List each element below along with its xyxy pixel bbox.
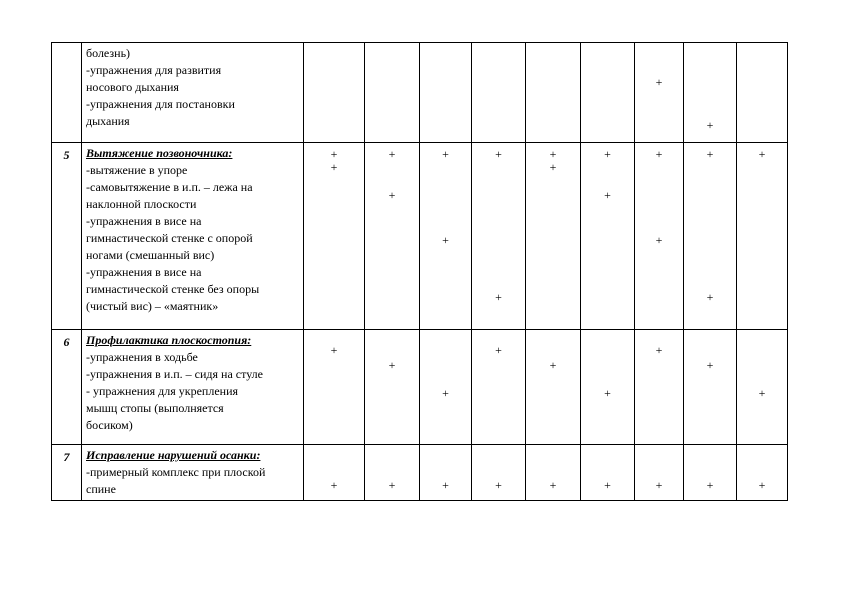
plus-mark: + (706, 147, 714, 161)
row-number: 7 (52, 445, 82, 501)
plus-mark: + (330, 478, 338, 492)
mark-cell (737, 445, 788, 501)
mark-cell (472, 330, 526, 445)
plus-mark: + (495, 478, 502, 492)
plus-mark: + (388, 188, 396, 202)
mark-cell (581, 330, 635, 445)
plus-mark: + (442, 147, 449, 161)
exercise-line: -упражнения в висе на (86, 214, 202, 228)
plus-mark: + (330, 147, 338, 161)
section-heading: Профилактика плоскостопия: (86, 333, 252, 347)
mark-cell (420, 445, 472, 501)
mark-cell (420, 43, 472, 143)
mark-cell (581, 143, 635, 330)
exercise-line: носового дыхания (86, 80, 179, 94)
mark-cell (684, 445, 737, 501)
exercise-line: -упражнения в и.п. – сидя на стуле (86, 367, 263, 381)
mark-cell (304, 445, 365, 501)
exercise-line: (чистый вис) – «маятник» (86, 299, 219, 313)
mark-cell (365, 330, 420, 445)
plus-mark: + (388, 147, 396, 161)
plus-mark: + (655, 478, 663, 492)
mark-cell (635, 143, 684, 330)
row-number: 5 (52, 143, 82, 330)
exercise-line: спине (86, 482, 116, 496)
mark-cell (304, 43, 365, 143)
plus-mark: + (706, 358, 714, 372)
mark-cell (420, 330, 472, 445)
exercise-line: наклонной плоскости (86, 197, 197, 211)
exercise-line: болезнь) (86, 46, 131, 60)
mark-cell (526, 43, 581, 143)
plus-mark: + (549, 147, 557, 161)
exercise-line: -вытяжение в упоре (86, 163, 188, 177)
mark-cell (581, 43, 635, 143)
plus-mark: + (330, 343, 338, 357)
mark-cell (684, 330, 737, 445)
plus-mark: + (442, 478, 449, 492)
exercise-line: -упражнения для развития (86, 63, 222, 77)
plus-mark: + (758, 478, 766, 492)
plus-mark: + (495, 343, 502, 357)
mark-cell (635, 445, 684, 501)
mark-cell (365, 445, 420, 501)
plus-mark: + (655, 75, 663, 89)
exercise-line: гимнастической стенке без опоры (86, 282, 260, 296)
plus-mark: + (495, 147, 502, 161)
plus-mark: + (604, 188, 611, 202)
exercise-line: -упражнения для постановки (86, 97, 235, 111)
mark-cell (304, 330, 365, 445)
plus-mark: + (495, 290, 502, 304)
row-number: 6 (52, 330, 82, 445)
section-heading: Вытяжение позвоночника: (86, 146, 233, 160)
table-row (52, 143, 788, 330)
mark-cell (472, 43, 526, 143)
mark-cell (737, 43, 788, 143)
mark-cell (635, 330, 684, 445)
row-number (52, 43, 82, 143)
plus-mark: + (758, 147, 766, 161)
plus-mark: + (604, 386, 611, 400)
exercise-line: -упражнения в ходьбе (86, 350, 198, 364)
mark-cell (304, 143, 365, 330)
plus-mark: + (706, 118, 714, 132)
mark-cell (635, 43, 684, 143)
exercise-line: ногами (смешанный вис) (86, 248, 215, 262)
mark-cell (684, 43, 737, 143)
plus-mark: + (442, 386, 449, 400)
table-row (52, 43, 788, 143)
exercise-line: - упражнения для укрепления (86, 384, 239, 398)
mark-cell (526, 445, 581, 501)
mark-cell (420, 143, 472, 330)
section-heading: Исправление нарушений осанки: (86, 448, 261, 462)
plus-mark: + (604, 147, 611, 161)
mark-cell (365, 143, 420, 330)
exercise-line: гимнастической стенке с опорой (86, 231, 253, 245)
exercise-line: босиком) (86, 418, 133, 432)
exercise-line: -упражнения в висе на (86, 265, 202, 279)
exercise-description (82, 43, 304, 143)
table-row (52, 330, 788, 445)
mark-cell (737, 330, 788, 445)
mark-cell (526, 330, 581, 445)
mark-cell (737, 143, 788, 330)
plus-mark: + (549, 358, 557, 372)
plus-mark: + (330, 160, 338, 174)
plus-mark: + (549, 160, 557, 174)
plus-mark: + (442, 233, 449, 247)
exercise-description (82, 143, 304, 330)
mark-cell (365, 43, 420, 143)
mark-cell (472, 445, 526, 501)
exercise-description (82, 330, 304, 445)
mark-cell (684, 143, 737, 330)
exercise-line: дыхания (86, 114, 130, 128)
mark-cell (581, 445, 635, 501)
plus-mark: + (655, 233, 663, 247)
plus-mark: + (706, 290, 714, 304)
exercise-line: мышц стопы (выполняется (86, 401, 224, 415)
plus-mark: + (604, 478, 611, 492)
exercise-line: -самовытяжение в и.п. – лежа на (86, 180, 253, 194)
mark-cell (526, 143, 581, 330)
exercise-description (82, 445, 304, 501)
plus-mark: + (758, 386, 766, 400)
mark-cell (472, 143, 526, 330)
plus-mark: + (549, 478, 557, 492)
table-row (52, 445, 788, 501)
exercise-plan-table (51, 42, 788, 501)
plus-mark: + (655, 343, 663, 357)
exercise-line: -примерный комплекс при плоской (86, 465, 266, 479)
plus-mark: + (706, 478, 714, 492)
plus-mark: + (388, 478, 396, 492)
plus-mark: + (655, 147, 663, 161)
plus-mark: + (388, 358, 396, 372)
